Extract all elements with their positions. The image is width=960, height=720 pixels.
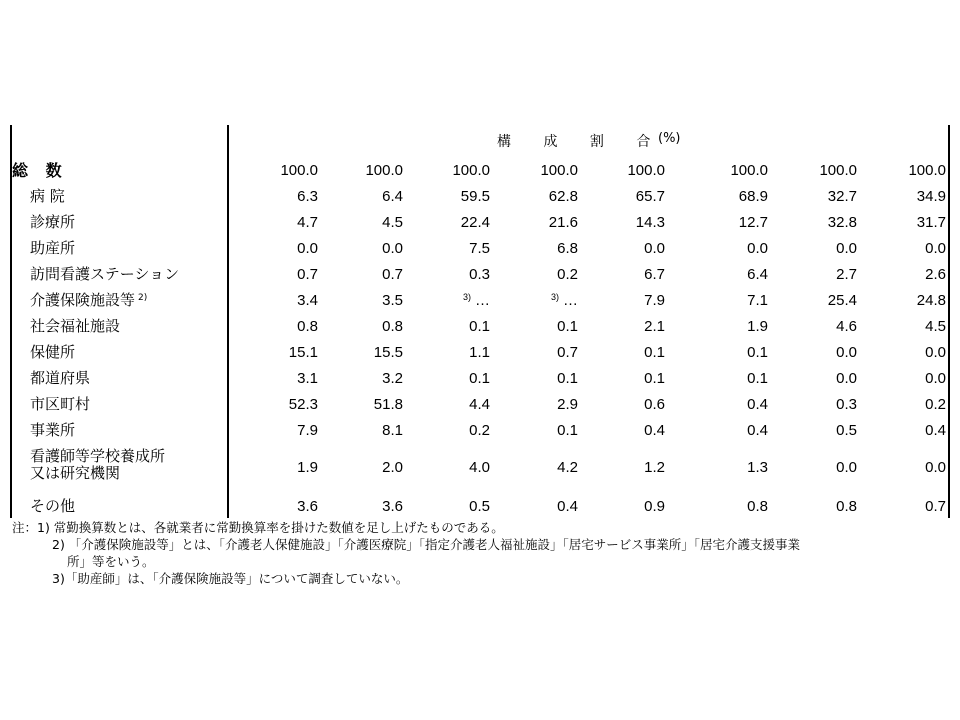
- footnotes: [12, 519, 952, 587]
- table-cell: [228, 292, 318, 309]
- row-label-text: その他: [30, 497, 76, 515]
- table-cell: [856, 370, 946, 387]
- cell-value: 21.6: [548, 214, 578, 231]
- table-cell: [313, 214, 403, 231]
- cell-value: 62.8: [548, 188, 578, 205]
- cell-value: 6.3: [297, 188, 318, 205]
- cell-value: 0.5: [836, 422, 857, 439]
- cell-value: 32.7: [827, 188, 857, 205]
- percent-unit-label: (%): [658, 131, 681, 146]
- cell-value: 0.4: [747, 396, 768, 413]
- cell-value: 2.7: [836, 266, 857, 283]
- cell-value: 7.5: [469, 240, 490, 257]
- cell-value: 0.4: [925, 422, 946, 439]
- cell-value: 100.0: [819, 162, 857, 179]
- table-cell: [767, 162, 857, 179]
- table-row: [0, 290, 960, 316]
- table-cell: [488, 292, 578, 309]
- cell-value: 7.9: [644, 292, 665, 309]
- cell-value: 0.1: [747, 370, 768, 387]
- cell-value: 3.6: [297, 498, 318, 515]
- cell-value: 0.8: [747, 498, 768, 515]
- table-cell: [767, 422, 857, 439]
- cell-value: 0.0: [925, 344, 946, 361]
- cell-value: 0.0: [925, 459, 946, 476]
- table-cell: [678, 162, 768, 179]
- cell-value: 0.0: [836, 370, 857, 387]
- table-row: [0, 238, 960, 264]
- cell-value: 0.1: [747, 344, 768, 361]
- table-cell: [228, 266, 318, 283]
- table-cell: [313, 318, 403, 335]
- table-cell: [488, 162, 578, 179]
- table-cell: [678, 498, 768, 515]
- cell-value: 7.1: [747, 292, 768, 309]
- cell-value: 100.0: [908, 162, 946, 179]
- cell-value: 0.0: [836, 344, 857, 361]
- row-label-text: 事業所: [30, 421, 76, 439]
- table-cell: [400, 370, 490, 387]
- table-cell: [228, 188, 318, 205]
- table-cell: [767, 498, 857, 515]
- cell-value: 0.0: [836, 240, 857, 257]
- cell-value: 0.7: [925, 498, 946, 515]
- cell-value: 6.4: [382, 188, 403, 205]
- row-label-footnote-mark: 2): [138, 293, 148, 303]
- table-cell: [228, 396, 318, 413]
- table-cell: [400, 162, 490, 179]
- table-cell: [856, 214, 946, 231]
- table-cell: [400, 266, 490, 283]
- table-cell: [856, 292, 946, 309]
- cell-value: 0.6: [644, 396, 665, 413]
- row-label: [30, 344, 75, 361]
- cell-value: 4.2: [557, 459, 578, 476]
- row-label-text: 保健所: [30, 343, 76, 361]
- table-cell: [228, 422, 318, 439]
- table-cell: [767, 459, 857, 476]
- row-label-text: 市区町村: [30, 395, 91, 413]
- cell-value: …: [563, 292, 578, 309]
- table-cell: [678, 459, 768, 476]
- table-cell: [488, 422, 578, 439]
- cell-value: 1.2: [644, 459, 665, 476]
- cell-value: 100.0: [280, 162, 318, 179]
- table-cell: [488, 396, 578, 413]
- cell-value: 32.8: [827, 214, 857, 231]
- table-cell: [228, 318, 318, 335]
- footnote-3: 3)「助産師」は、「介護保険施設等」について調査していない。: [52, 571, 409, 586]
- table-cell: [488, 459, 578, 476]
- table-cell: [400, 318, 490, 335]
- cell-value: 0.0: [382, 240, 403, 257]
- cell-value: 3.2: [382, 370, 403, 387]
- cell-value: 0.4: [557, 498, 578, 515]
- row-label: [30, 318, 120, 335]
- table-cell: [856, 422, 946, 439]
- cell-value: 0.1: [469, 370, 490, 387]
- table-cell: [856, 498, 946, 515]
- row-label: [30, 188, 65, 205]
- table-cell: [400, 344, 490, 361]
- cell-value: 1.9: [747, 318, 768, 335]
- cell-value: 1.3: [747, 459, 768, 476]
- cell-value: 8.1: [382, 422, 403, 439]
- table-cell: [575, 162, 665, 179]
- cell-value: 100.0: [365, 162, 403, 179]
- cell-value: 0.1: [644, 344, 665, 361]
- table-cell: [767, 214, 857, 231]
- footnote-2-continued: 所」等をいう。: [67, 554, 155, 569]
- cell-value: 0.8: [297, 318, 318, 335]
- table-cell: [575, 396, 665, 413]
- cell-value: 0.0: [836, 459, 857, 476]
- table-row: [0, 420, 960, 446]
- cell-value: 51.8: [373, 396, 403, 413]
- row-label: [30, 292, 151, 309]
- table-cell: [400, 240, 490, 257]
- table-cell: [575, 344, 665, 361]
- cell-value: 0.0: [925, 240, 946, 257]
- table-cell: [575, 214, 665, 231]
- cell-value: 68.9: [738, 188, 768, 205]
- table-cell: [678, 344, 768, 361]
- cell-value: 59.5: [460, 188, 490, 205]
- cell-value: 2.6: [925, 266, 946, 283]
- table-cell: [575, 266, 665, 283]
- cell-value: 1.1: [469, 344, 490, 361]
- table-row: [0, 160, 960, 186]
- cell-value: 4.6: [836, 318, 857, 335]
- cell-value: 0.1: [644, 370, 665, 387]
- cell-value: 0.5: [469, 498, 490, 515]
- table-cell: [400, 498, 490, 515]
- table-cell: [575, 240, 665, 257]
- cell-value: 100.0: [627, 162, 665, 179]
- cell-value: 31.7: [916, 214, 946, 231]
- table-cell: [856, 396, 946, 413]
- cell-value: 0.1: [557, 422, 578, 439]
- table-row: [0, 342, 960, 368]
- table-cell: [856, 344, 946, 361]
- table-cell: [313, 266, 403, 283]
- table-cell: [678, 214, 768, 231]
- table-cell: [678, 370, 768, 387]
- table-cell: [856, 188, 946, 205]
- cell-value: 1.9: [297, 459, 318, 476]
- table-cell: [856, 266, 946, 283]
- table-cell: [575, 188, 665, 205]
- row-label-text: 介護保険施設等: [30, 291, 136, 309]
- cell-value: 0.7: [557, 344, 578, 361]
- table-cell: [856, 240, 946, 257]
- table-cell: [678, 396, 768, 413]
- table-cell: [488, 188, 578, 205]
- table-cell: [228, 214, 318, 231]
- cell-value: 100.0: [540, 162, 578, 179]
- cell-value: 2.9: [557, 396, 578, 413]
- table-cell: [767, 318, 857, 335]
- table-row: [0, 394, 960, 420]
- table-cell: [678, 422, 768, 439]
- row-label-text: 診療所: [30, 213, 76, 231]
- table-cell: [313, 162, 403, 179]
- cell-value: 34.9: [916, 188, 946, 205]
- table-cell: [488, 240, 578, 257]
- row-label: [30, 422, 75, 439]
- table-row: [0, 186, 960, 212]
- table-row: [0, 264, 960, 290]
- cell-value: 0.8: [382, 318, 403, 335]
- row-label: [30, 214, 75, 231]
- table-cell: [228, 498, 318, 515]
- cell-value: 0.0: [644, 240, 665, 257]
- table-cell: [313, 188, 403, 205]
- cell-value: 0.2: [469, 422, 490, 439]
- cell-value: 0.8: [836, 498, 857, 515]
- table-cell: [488, 344, 578, 361]
- cell-value: 65.7: [635, 188, 665, 205]
- cell-value: 0.4: [644, 422, 665, 439]
- table-cell: [488, 370, 578, 387]
- cell-value: 2.0: [382, 459, 403, 476]
- table-cell: [313, 240, 403, 257]
- table-cell: [228, 162, 318, 179]
- cell-value: 0.2: [925, 396, 946, 413]
- row-label-text: 助産所: [30, 239, 76, 257]
- cell-value: 25.4: [827, 292, 857, 309]
- row-label-text: 総 数: [12, 161, 68, 180]
- table-cell: [767, 344, 857, 361]
- cell-value: 0.7: [297, 266, 318, 283]
- table-cell: [228, 370, 318, 387]
- table-row: [0, 368, 960, 394]
- row-label: [30, 240, 75, 257]
- table-cell: [488, 498, 578, 515]
- cell-value: 0.0: [297, 240, 318, 257]
- table-cell: [678, 266, 768, 283]
- table-cell: [856, 318, 946, 335]
- cell-value: 4.5: [925, 318, 946, 335]
- table-cell: [400, 214, 490, 231]
- row-label: [30, 498, 75, 515]
- cell-value: 0.0: [925, 370, 946, 387]
- table-row: [0, 447, 960, 483]
- cell-value: 0.1: [557, 370, 578, 387]
- row-label-text: 社会福祉施設: [30, 317, 121, 335]
- cell-value: 100.0: [452, 162, 490, 179]
- row-label: [30, 266, 179, 283]
- cell-value: 0.9: [644, 498, 665, 515]
- table-cell: [678, 318, 768, 335]
- table-cell: [678, 240, 768, 257]
- cell-value: 3.4: [297, 292, 318, 309]
- table-cell: [575, 318, 665, 335]
- table-cell: [313, 498, 403, 515]
- cell-value: 0.7: [382, 266, 403, 283]
- cell-value: 24.8: [916, 292, 946, 309]
- row-label-text: 病 院: [30, 187, 65, 205]
- cell-value: 0.0: [747, 240, 768, 257]
- table-cell: [228, 344, 318, 361]
- footnote-2: 2) 「介護保険施設等」とは、「介護老人保健施設」「介護医療院」「指定介護老人福祉施設」「居宅サービス事業所」「居宅介護支援事業: [52, 537, 801, 552]
- table-cell: [488, 266, 578, 283]
- table-cell: [856, 162, 946, 179]
- cell-value: 0.3: [836, 396, 857, 413]
- footnote-1: 注：1) 常勤換算数とは、各就業者に常勤換算率を掛けた数値を足し上げたものである。: [12, 520, 504, 535]
- cell-value: 6.8: [557, 240, 578, 257]
- cell-value: 22.4: [460, 214, 490, 231]
- cell-value: 3.5: [382, 292, 403, 309]
- table-cell: [400, 422, 490, 439]
- cell-value: 0.3: [469, 266, 490, 283]
- table-cell: [400, 459, 490, 476]
- cell-value: 0.1: [469, 318, 490, 335]
- table-cell: [313, 292, 403, 309]
- cell-value: …: [475, 292, 490, 309]
- cell-footnote-mark: 3): [550, 292, 559, 302]
- composition-ratio-header: 構 成 割 合: [497, 134, 665, 150]
- cell-value: 4.4: [469, 396, 490, 413]
- cell-footnote-mark: 3): [462, 292, 471, 302]
- table-cell: [767, 396, 857, 413]
- table-cell: [313, 459, 403, 476]
- table-cell: [767, 188, 857, 205]
- table-cell: [400, 396, 490, 413]
- table-cell: [575, 459, 665, 476]
- table-cell: [856, 459, 946, 476]
- row-label-text-line2: 又は研究機関: [30, 464, 121, 483]
- table-cell: [313, 396, 403, 413]
- cell-value: 14.3: [635, 214, 665, 231]
- cell-value: 3.1: [297, 370, 318, 387]
- table-cell: [400, 292, 490, 309]
- table-cell: [313, 370, 403, 387]
- table-cell: [313, 422, 403, 439]
- cell-value: 6.7: [644, 266, 665, 283]
- cell-value: 7.9: [297, 422, 318, 439]
- cell-value: 3.6: [382, 498, 403, 515]
- row-label-text: 都道府県: [30, 369, 91, 387]
- table-cell: [678, 188, 768, 205]
- table-cell: [678, 292, 768, 309]
- cell-value: 0.2: [557, 266, 578, 283]
- cell-value: 15.5: [373, 344, 403, 361]
- cell-value: 4.7: [297, 214, 318, 231]
- table-cell: [575, 422, 665, 439]
- cell-value: 6.4: [747, 266, 768, 283]
- table-cell: [767, 292, 857, 309]
- table-cell: [488, 318, 578, 335]
- cell-value: 15.1: [288, 344, 318, 361]
- row-label-text: 看護師等学校養成所: [30, 447, 166, 465]
- row-label: [12, 162, 68, 180]
- table-cell: [575, 370, 665, 387]
- table-cell: [488, 214, 578, 231]
- cell-value: 4.5: [382, 214, 403, 231]
- cell-value: 12.7: [738, 214, 768, 231]
- cell-value: 4.0: [469, 459, 490, 476]
- cell-value: 52.3: [288, 396, 318, 413]
- table-cell: [767, 370, 857, 387]
- table-cell: [767, 266, 857, 283]
- table-cell: [228, 459, 318, 476]
- table-cell: [575, 498, 665, 515]
- table-cell: [313, 344, 403, 361]
- table-cell: [767, 240, 857, 257]
- cell-value: 100.0: [730, 162, 768, 179]
- row-label: [30, 448, 165, 483]
- cell-value: 2.1: [644, 318, 665, 335]
- table-row: [0, 212, 960, 238]
- cell-value: 0.1: [557, 318, 578, 335]
- table-cell: [228, 240, 318, 257]
- cell-value: 0.4: [747, 422, 768, 439]
- row-label: [30, 370, 90, 387]
- row-label-text: 訪問看護ステーション: [30, 265, 180, 283]
- table-cell: [575, 292, 665, 309]
- row-label: [30, 396, 90, 413]
- table-row: [0, 316, 960, 342]
- table-cell: [400, 188, 490, 205]
